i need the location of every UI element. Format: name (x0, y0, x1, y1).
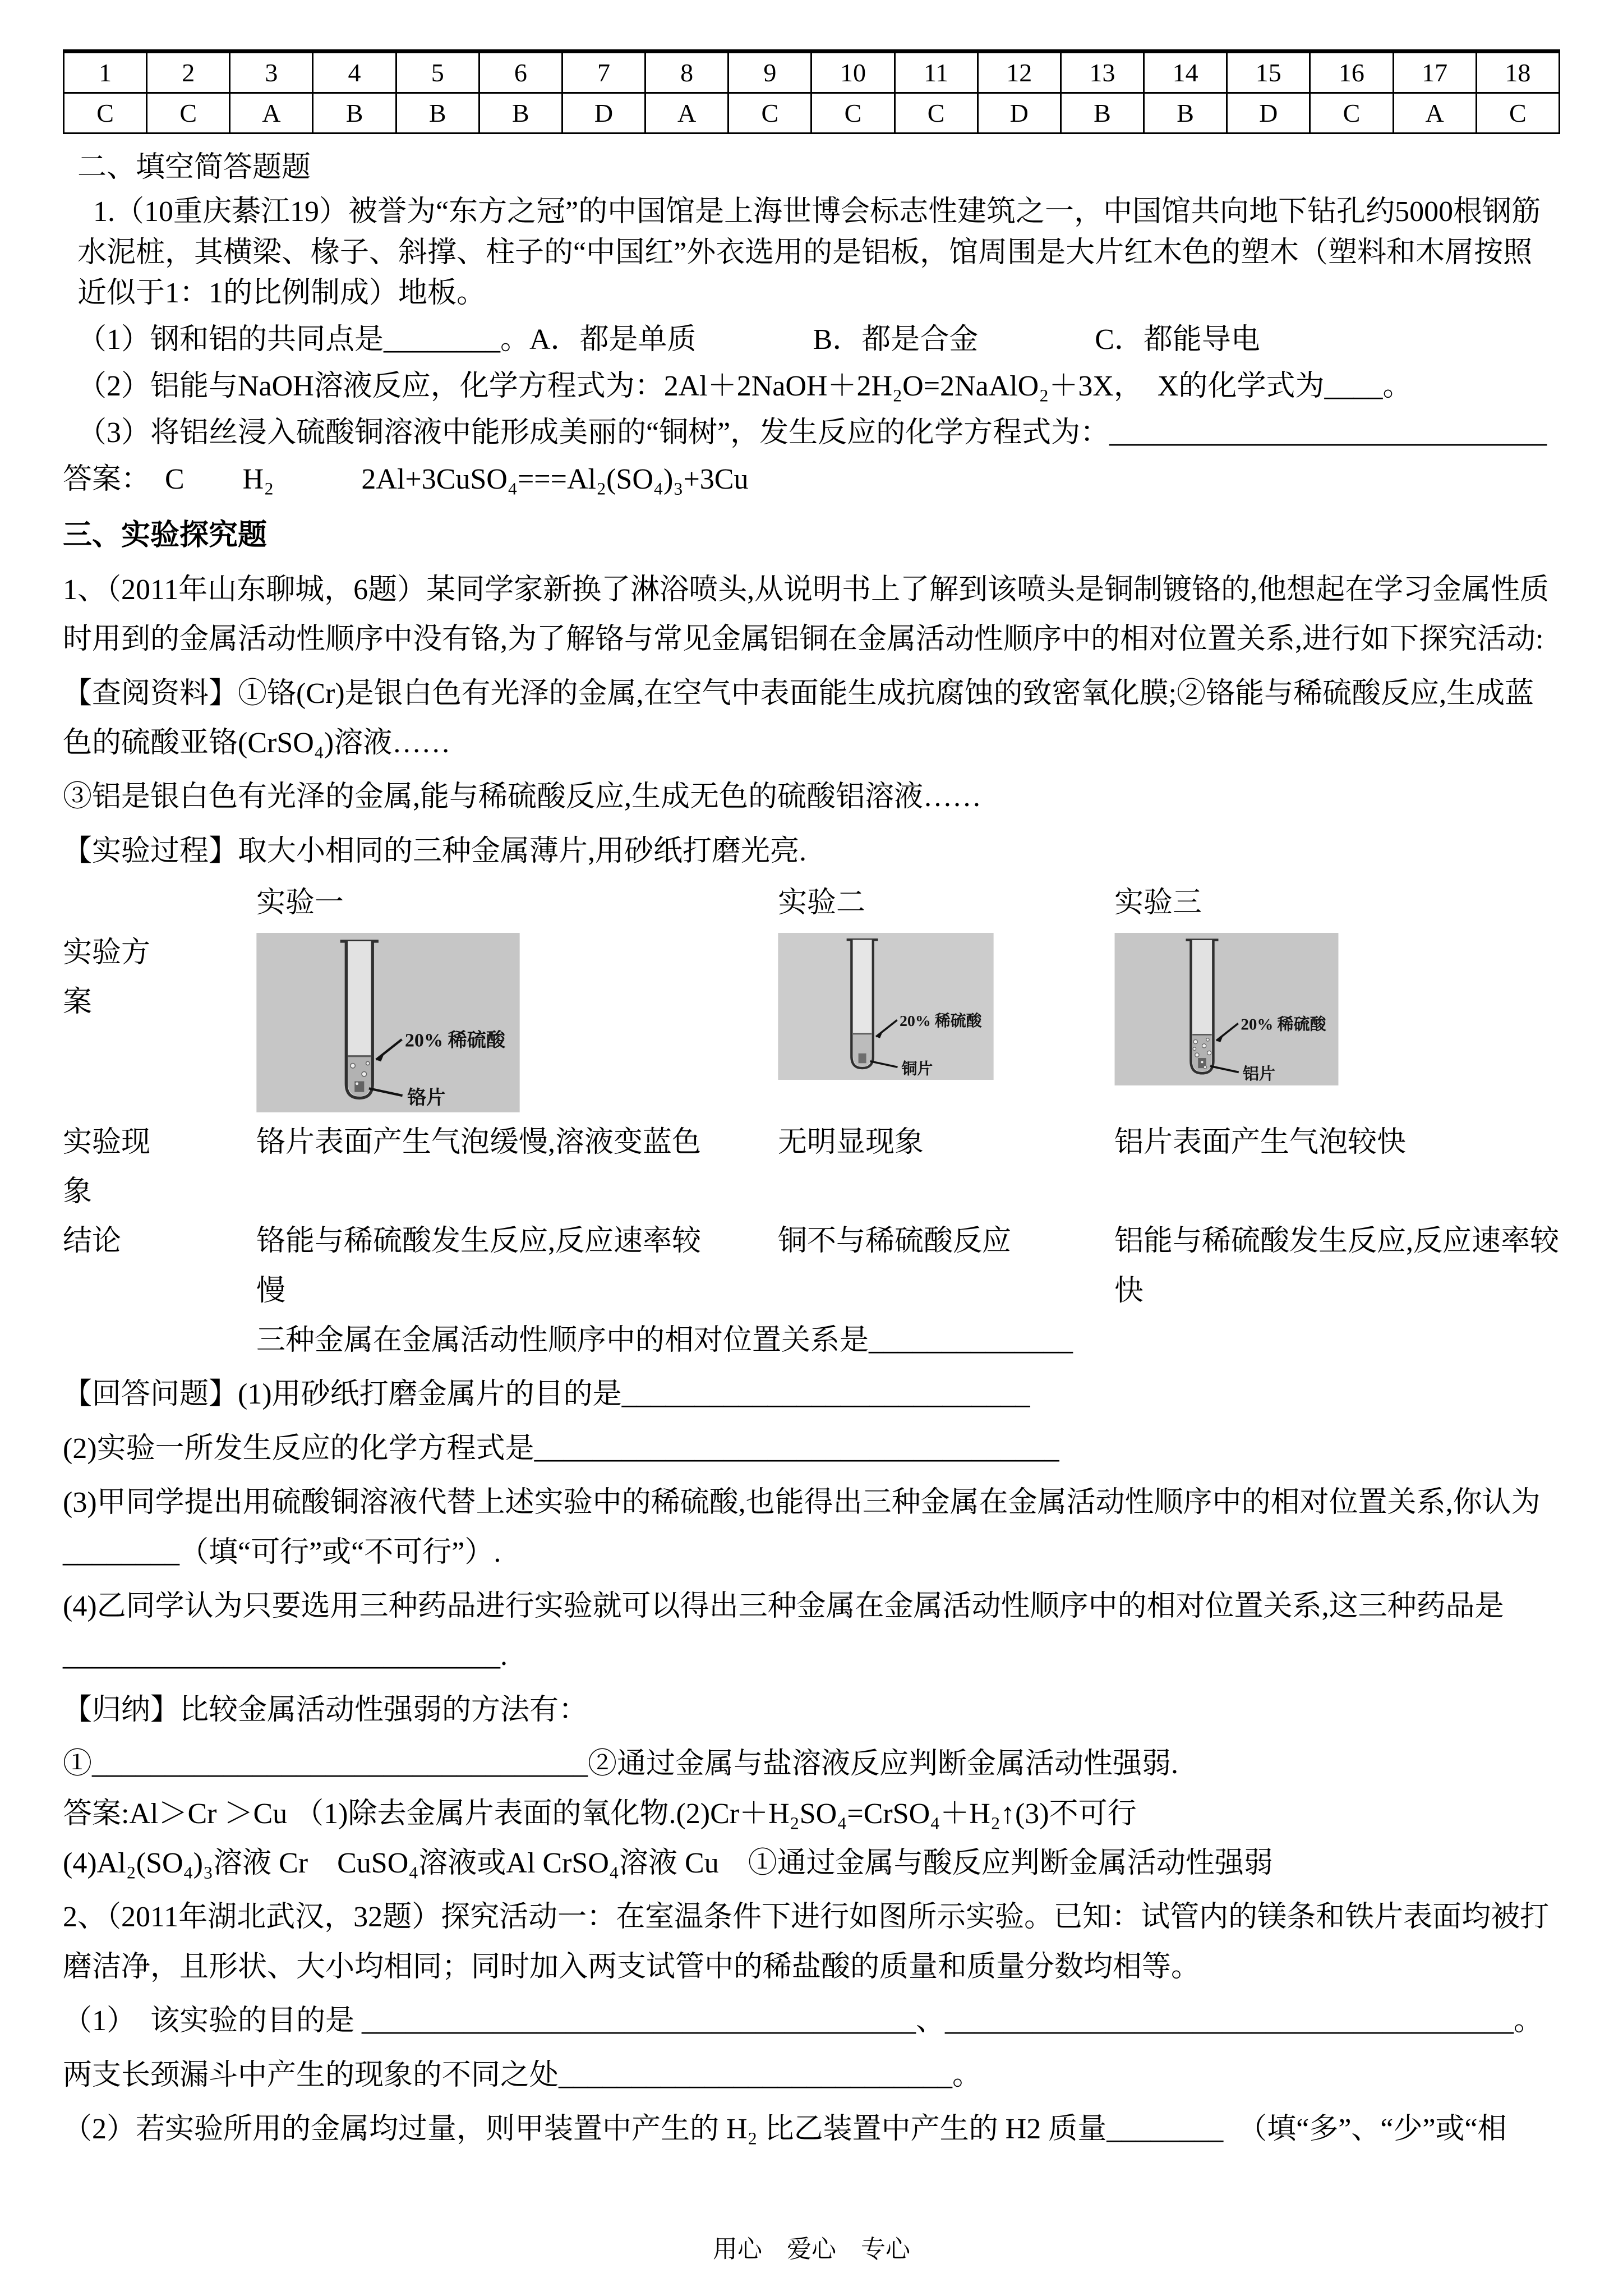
answer-letter-cell: C (811, 93, 895, 134)
answer-question-3: (3)甲同学提出用硫酸铜溶液代替上述实验中的稀硫酸,也能得出三种金属在金属活动性顺序中的相对位置关系,你认为________（填“可行”或“不可行”）. (63, 1487, 1541, 1568)
answer-number-cell: 13 (1061, 53, 1144, 93)
answer-letter-cell: A (230, 93, 313, 134)
section-experiment-inquiry (63, 511, 1560, 2154)
conclusion-experiment-1: 铬能与稀硫酸发生反应,反应速率较慢 (256, 1225, 702, 1307)
test-tube-copper-image (778, 933, 994, 1080)
answer-letter-cell: C (895, 93, 978, 134)
answer-number-cell: 15 (1227, 53, 1310, 93)
answer-letter-cell: D (1227, 93, 1310, 134)
test-tube-chromium-image (256, 933, 520, 1112)
test-tube-aluminum-image (1114, 933, 1339, 1085)
inquiry-question-1-intro: 1、（2011年山东聊城，6题）某同学家新换了淋浴喷头,从说明书上了解到该喷头是铜制镀铬的,他想起在学习金属性质时用到的金属活动性顺序中没有铬,为了解铬与常见金属铝铜在金属活动性顺序中的相对位置关系,进行如下探究活动: (63, 573, 1550, 656)
section-3-heading: 三、实验探究题 (63, 519, 268, 552)
phenomenon-experiment-2: 无明显现象 (778, 1126, 924, 1158)
answer-letter-cell: B (479, 93, 562, 134)
answer-letter-cell: C (728, 93, 811, 134)
inquiry-answer-line-2: (4)Al₂(SO₄)₃溶液 Cr CuSO₄溶液或Al CrSO₄溶液 Cu ①通过金属与酸反应判断金属活动性强弱 (63, 1847, 1273, 1879)
answer-number-cell: 9 (728, 53, 811, 93)
answer-number-cell: 17 (1393, 53, 1476, 93)
experiment-table (63, 878, 1560, 1365)
question-2-part-1a: （1） 该实验的目的是 ______________________________________、_______________________________________。 (63, 2005, 1543, 2037)
question-1-intro: 1.（10重庆綦江19）被誉为“东方之冠”的中国馆是上海世博会标志性建筑之一，中国馆共向地下钻孔约5000根钢筋水泥桩，其横梁、椽子、斜撑、柱子的“中国红”外衣选用的是铝板，馆周围是大片红木色的塑木（塑料和木屑按照近似于1：1的比例制成）地板。 (77, 195, 1541, 310)
question-2-part-1b: 两支长颈漏斗中产生的现象的不同之处___________________________。 (63, 2059, 982, 2091)
answer-number-cell: 16 (1310, 53, 1393, 93)
answer-question-4: (4)乙同学认为只要选用三种药品进行实验就可以得出三种金属在金属活动性顺序中的相对位置关系,这三种药品是______________________________. (63, 1590, 1504, 1672)
question-1-part-1: （1）钢和铝的共同点是________。A．都是单质 B．都是合金 C．都能导电 (77, 324, 1260, 356)
inquiry-answer-line-1: 答案:Al＞Cr ＞Cu （1)除去金属片表面的氧化物.(2)Cr＋H₂SO₄=CrSO₄＋H₂↑(3)不可行 (63, 1797, 1137, 1830)
summary-lead: 【归纳】比较金属活动性强弱的方法有： (63, 1694, 588, 1726)
experiment-2-header: 实验二 (778, 887, 866, 919)
answer-number-cell: 8 (645, 53, 728, 93)
page-footer: 用心 爱心 专心 (713, 2235, 910, 2263)
reference-materials-2: ③铝是银白色有光泽的金属,能与稀硫酸反应,生成无色的硫酸铝溶液…… (63, 781, 982, 813)
inquiry-question-2-intro: 2、（2011年湖北武汉，32题）探究活动一：在室温条件下进行如图所示实验。已知：试管内的镁条和铁片表面均被打磨洁净，且形状、大小均相同；同时加入两支试管中的稀盐酸的质量和质量分数均相等。 (63, 1901, 1550, 1983)
answer-number-row (64, 53, 1560, 93)
answer-number-cell: 1 (64, 53, 147, 93)
answer-letter-cell: C (1310, 93, 1393, 134)
order-line-spacer (63, 1316, 256, 1365)
row-label-plan: 实验方案 (63, 936, 151, 1018)
answer-letter-cell: C (1476, 93, 1559, 134)
photo-background (778, 933, 993, 1080)
acid-label: 20% 稀硫酸 (404, 1030, 506, 1051)
question-2-part-2: （2）若实验所用的金属均过量，则甲装置中产生的 H₂ 比乙装置中产生的 H2 质量________ （填“多”、“少”或“相 (63, 2113, 1507, 2145)
answer-question-1: 【回答问题】(1)用砂纸打磨金属片的目的是____________________________ (63, 1378, 1030, 1411)
acid-label: 20% 稀硫酸 (1241, 1015, 1326, 1033)
experiment-3-header: 实验三 (1114, 887, 1202, 919)
metal-strip (859, 1053, 866, 1062)
section-fill-in-blanks (63, 144, 1560, 500)
experiment-2-photo (778, 928, 1114, 1118)
experiment-3-photo (1114, 928, 1560, 1118)
answer-letter-cell: D (978, 93, 1061, 134)
answer-number-cell: 12 (978, 53, 1061, 93)
answer-letter-cell: B (313, 93, 396, 134)
answer-number-cell: 7 (562, 53, 645, 93)
answer-key-table (63, 52, 1560, 134)
question-1-answer: 答案： C H₂ 2Al+3CuSO₄===Al₂(SO₄)₃+3Cu (63, 463, 749, 495)
answer-letter-cell: A (645, 93, 728, 134)
answer-number-cell: 11 (895, 53, 978, 93)
photo-background (256, 933, 519, 1112)
answer-letter-cell: D (562, 93, 645, 134)
conclusion-experiment-2: 铜不与稀硫酸反应 (778, 1225, 1012, 1258)
answer-letter-cell: B (396, 93, 479, 134)
question-1-part-2: （2）铝能与NaOH溶液反应，化学方程式为：2Al＋2NaOH＋2H₂O=2NaAlO₂＋3X， X的化学式为____。 (77, 370, 1412, 402)
answer-number-cell: 10 (811, 53, 895, 93)
answer-number-cell: 4 (313, 53, 396, 93)
answer-letter-cell: B (1144, 93, 1227, 134)
answer-letter-cell: B (1061, 93, 1144, 134)
experiment-header-spacer (63, 878, 256, 928)
row-label-phenomenon: 实验现象 (63, 1126, 151, 1208)
phenomenon-experiment-3: 铝片表面产生气泡较快 (1114, 1126, 1407, 1158)
answer-letter-cell: A (1393, 93, 1476, 134)
acid-label: 20% 稀硫酸 (899, 1012, 982, 1030)
answer-number-cell: 6 (479, 53, 562, 93)
activity-order-blank-line: 三种金属在金属活动性顺序中的相对位置关系是______________ (256, 1324, 1073, 1357)
metal-label-chromium: 铬片 (407, 1087, 446, 1108)
answer-number-cell: 18 (1476, 53, 1559, 93)
conclusion-experiment-3: 铝能与稀硫酸发生反应,反应速率较快 (1114, 1225, 1560, 1307)
answer-letter-row (64, 93, 1560, 134)
question-1-part-3: （3）将铝丝浸入硫酸铜溶液中能形成美丽的“铜树”，发生反应的化学方程式为：______________________________ (77, 416, 1547, 449)
answer-number-cell: 2 (147, 53, 230, 93)
reference-materials-1: 【查阅资料】①铬(Cr)是银白色有光泽的金属,在空气中表面能生成抗腐蚀的致密氧化膜;②铬能与稀硫酸反应,生成蓝色的硫酸亚铬(CrSO₄)溶液…… (63, 677, 1534, 759)
answer-letter-cell: C (147, 93, 230, 134)
experiment-1-header: 实验一 (256, 887, 344, 919)
answer-number-cell: 3 (230, 53, 313, 93)
metal-label-aluminum: 铝片 (1243, 1065, 1276, 1083)
answer-letter-cell: C (64, 93, 147, 134)
row-label-conclusion: 结论 (63, 1225, 122, 1258)
summary-method-line: ①__________________________________②通过金属与盐溶液反应判断金属活动性强弱. (63, 1748, 1179, 1780)
section-2-heading: 二、填空简答题题 (77, 151, 311, 183)
phenomenon-experiment-1: 铬片表面产生气泡缓慢,溶液变蓝色 (256, 1126, 702, 1158)
answer-number-cell: 5 (396, 53, 479, 93)
experiment-1-photo (256, 928, 778, 1118)
photo-background (1115, 933, 1339, 1085)
answer-question-2: (2)实验一所发生反应的化学方程式是____________________________________ (63, 1432, 1059, 1465)
metal-label-copper: 铜片 (901, 1060, 933, 1078)
experiment-process-lead: 【实验过程】取大小相同的三种金属薄片,用砂纸打磨光亮. (63, 835, 807, 867)
answer-number-cell: 14 (1144, 53, 1227, 93)
